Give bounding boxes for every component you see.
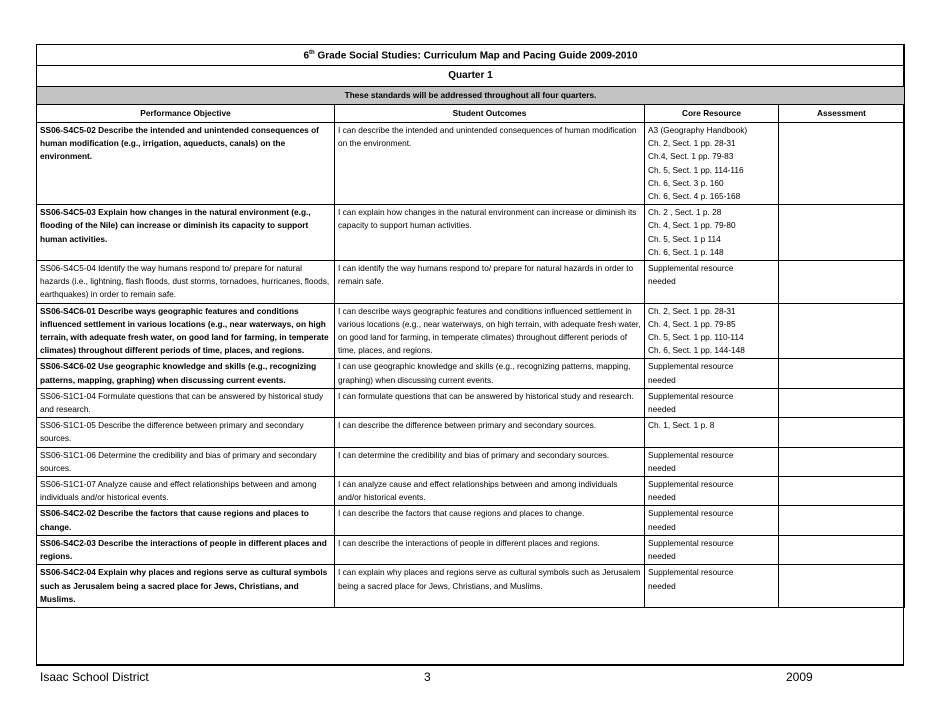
core-resource-cell <box>645 535 779 564</box>
core-resource-line: Supplemental resource <box>648 479 734 490</box>
core-resource-cell <box>645 506 779 535</box>
performance-objective-cell: SS06-S4C5-02 Describe the intended and unintended consequences of human modification (e.g., irrigation, aqueducts, canals) on the environment. <box>37 123 335 205</box>
standards-banner: These standards will be addressed throughout all four quarters. <box>37 87 905 105</box>
assessment-cell <box>779 535 905 564</box>
table-row <box>37 477 905 506</box>
assessment-cell <box>779 303 905 359</box>
core-resource-cell <box>645 123 779 205</box>
core-resource-line: Ch. 1, Sect. 1 p. 8 <box>648 420 715 431</box>
core-resource-line: Ch. 5, Sect. 1 pp. 114-116 <box>648 164 744 175</box>
core-resource-cell <box>645 565 779 608</box>
student-outcome-cell: I can use geographic knowledge and skills (e.g., recognizing patterns, mapping, graphing) when discussing current events. <box>335 359 645 388</box>
footer-page-number: 3 <box>424 670 431 684</box>
performance-objective-cell: SS06-S1C1-06 Determine the credibility and bias of primary and secondary sources. <box>37 447 335 476</box>
assessment-cell <box>779 359 905 388</box>
core-resource-line: Supplemental resource <box>648 508 734 519</box>
table-row <box>37 123 905 205</box>
core-resource-cell <box>645 303 779 359</box>
core-resource-line: Ch. 2, Sect. 1 pp. 28-31 <box>648 305 736 316</box>
table-row <box>37 303 905 359</box>
core-resource-line: Supplemental resource <box>648 361 734 372</box>
curriculum-map-sheet <box>36 44 904 608</box>
core-resource-line: needed <box>648 580 676 591</box>
core-resource-line: Ch. 6, Sect. 3 p. 160 <box>648 177 724 188</box>
performance-objective-cell: SS06-S4C5-03 Explain how changes in the natural environment (e.g., flooding of the Nile) can increase or diminish its capacity to support human activities. <box>37 205 335 261</box>
core-resource-line: needed <box>648 492 676 503</box>
performance-objective-cell: SS06-S4C6-02 Use geographic knowledge and skills (e.g., recognizing patterns, mapping, graphing) when discussing current events. <box>37 359 335 388</box>
table-row <box>37 418 905 447</box>
performance-objective-cell: SS06-S4C6-01 Describe ways geographic features and conditions influenced settlement in various locations (e.g., near waterways, on high terrain, with adequate fresh water, on good land for farming, in temperate climates) throughout different periods of time, places, and regions. <box>37 303 335 359</box>
performance-objective-cell: SS06-S4C5-04 Identify the way humans respond to/ prepare for natural hazards (i.e., lightning, flash floods, dust storms, tornadoes, hurricanes, floods, earthquakes) in order to remain safe. <box>37 261 335 304</box>
core-resource-line: Supplemental resource <box>648 567 734 578</box>
assessment-cell <box>779 261 905 304</box>
core-resource-line: needed <box>648 374 676 385</box>
quarter-label: Quarter 1 <box>37 66 905 87</box>
core-resource-line: needed <box>648 276 676 287</box>
core-resource-cell <box>645 477 779 506</box>
assessment-cell <box>779 205 905 261</box>
core-resource-line: Ch. 4, Sect. 1 pp. 79-80 <box>648 220 736 231</box>
core-resource-cell <box>645 261 779 304</box>
core-resource-line: Ch. 2, Sect. 1 pp. 28-31 <box>648 138 736 149</box>
performance-objective-cell: SS06-S4C2-02 Describe the factors that cause regions and places to change. <box>37 506 335 535</box>
core-resource-line: Ch. 5, Sect. 1 pp. 110-114 <box>648 332 744 343</box>
core-resource-line: Ch. 2 , Sect. 1 p. 28 <box>648 207 722 218</box>
column-header: Assessment <box>779 105 905 123</box>
student-outcome-cell: I can describe the interactions of people in different places and regions. <box>335 535 645 564</box>
table-row <box>37 359 905 388</box>
core-resource-line: needed <box>648 551 676 562</box>
core-resource-line: Ch. 6, Sect. 1 pp. 144-148 <box>648 345 745 356</box>
column-header: Core Resource <box>645 105 779 123</box>
core-resource-line: A3 (Geography Handbook) <box>648 125 748 135</box>
student-outcome-cell: I can explain how changes in the natural environment can increase or diminish its capacity to support human activities. <box>335 205 645 261</box>
table-row <box>37 565 905 608</box>
table-row <box>37 535 905 564</box>
core-resource-line: needed <box>648 462 676 473</box>
table-row <box>37 261 905 304</box>
core-resource-line: Supplemental resource <box>648 537 734 548</box>
document-title: 6th Grade Social Studies: Curriculum Map and Pacing Guide 2009-2010 <box>37 45 905 66</box>
assessment-cell <box>779 565 905 608</box>
core-resource-cell <box>645 418 779 447</box>
performance-objective-cell: SS06-S1C1-07 Analyze cause and effect relationships between and among individuals and/or historical events. <box>37 477 335 506</box>
core-resource-line: needed <box>648 404 676 415</box>
performance-objective-cell: SS06-S4C2-03 Describe the interactions of people in different places and regions. <box>37 535 335 564</box>
curriculum-table <box>36 44 905 608</box>
student-outcome-cell: I can describe the factors that cause regions and places to change. <box>335 506 645 535</box>
core-resource-cell <box>645 388 779 417</box>
assessment-cell <box>779 418 905 447</box>
core-resource-line: Ch. 5, Sect. 1 p 114 <box>648 233 721 244</box>
assessment-cell <box>779 506 905 535</box>
core-resource-line: Supplemental resource <box>648 263 734 274</box>
assessment-cell <box>779 388 905 417</box>
student-outcome-cell: I can describe ways geographic features and conditions influenced settlement in various locations (e.g., near waterways, on high terrain, with adequate fresh water, on good land for farming, in temperate climates) throughout different periods of time, places, and regions. <box>335 303 645 359</box>
footer-rule <box>36 664 904 666</box>
table-row <box>37 205 905 261</box>
student-outcome-cell: I can formulate questions that can be answered by historical study and research. <box>335 388 645 417</box>
core-resource-line: Supplemental resource <box>648 449 734 460</box>
table-row <box>37 506 905 535</box>
column-header-row <box>37 105 905 123</box>
performance-objective-cell: SS06-S1C1-04 Formulate questions that can be answered by historical study and research. <box>37 388 335 417</box>
quarter-row <box>37 66 905 87</box>
title-row <box>37 45 905 66</box>
column-header: Student Outcomes <box>335 105 645 123</box>
student-outcome-cell: I can determine the credibility and bias of primary and secondary sources. <box>335 447 645 476</box>
footer-year: 2009 <box>786 670 813 684</box>
student-outcome-cell: I can explain why places and regions serve as cultural symbols such as Jerusalem being a sacred place for Jews, Christians, and Muslims. <box>335 565 645 608</box>
student-outcome-cell: I can describe the difference between primary and secondary sources. <box>335 418 645 447</box>
assessment-cell <box>779 447 905 476</box>
performance-objective-cell: SS06-S4C2-04 Explain why places and regions serve as cultural symbols such as Jerusalem being a sacred place for Jews, Christians, and Muslims. <box>37 565 335 608</box>
core-resource-cell <box>645 447 779 476</box>
core-resource-cell <box>645 205 779 261</box>
student-outcome-cell: I can analyze cause and effect relationships between and among individuals and/or historical events. <box>335 477 645 506</box>
banner-row <box>37 87 905 105</box>
student-outcome-cell: I can identify the way humans respond to/ prepare for natural hazards in order to remain safe. <box>335 261 645 304</box>
core-resource-cell <box>645 359 779 388</box>
table-row <box>37 388 905 417</box>
core-resource-line: Supplemental resource <box>648 390 734 401</box>
core-resource-line: Ch. 6, Sect. 1 p. 148 <box>648 246 724 257</box>
assessment-cell <box>779 123 905 205</box>
core-resource-line: Ch.4, Sect. 1 pp. 79-83 <box>648 151 734 162</box>
assessment-cell <box>779 477 905 506</box>
footer-district: Isaac School District <box>40 670 149 684</box>
core-resource-line: Ch. 4, Sect. 1 pp. 79-85 <box>648 318 736 329</box>
table-row <box>37 447 905 476</box>
performance-objective-cell: SS06-S1C1-05 Describe the difference between primary and secondary sources. <box>37 418 335 447</box>
core-resource-line: needed <box>648 521 676 532</box>
core-resource-line: Ch. 6, Sect. 4 p. 165-168 <box>648 191 741 202</box>
column-header: Performance Objective <box>37 105 335 123</box>
student-outcome-cell: I can describe the intended and unintended consequences of human modification on the environment. <box>335 123 645 205</box>
